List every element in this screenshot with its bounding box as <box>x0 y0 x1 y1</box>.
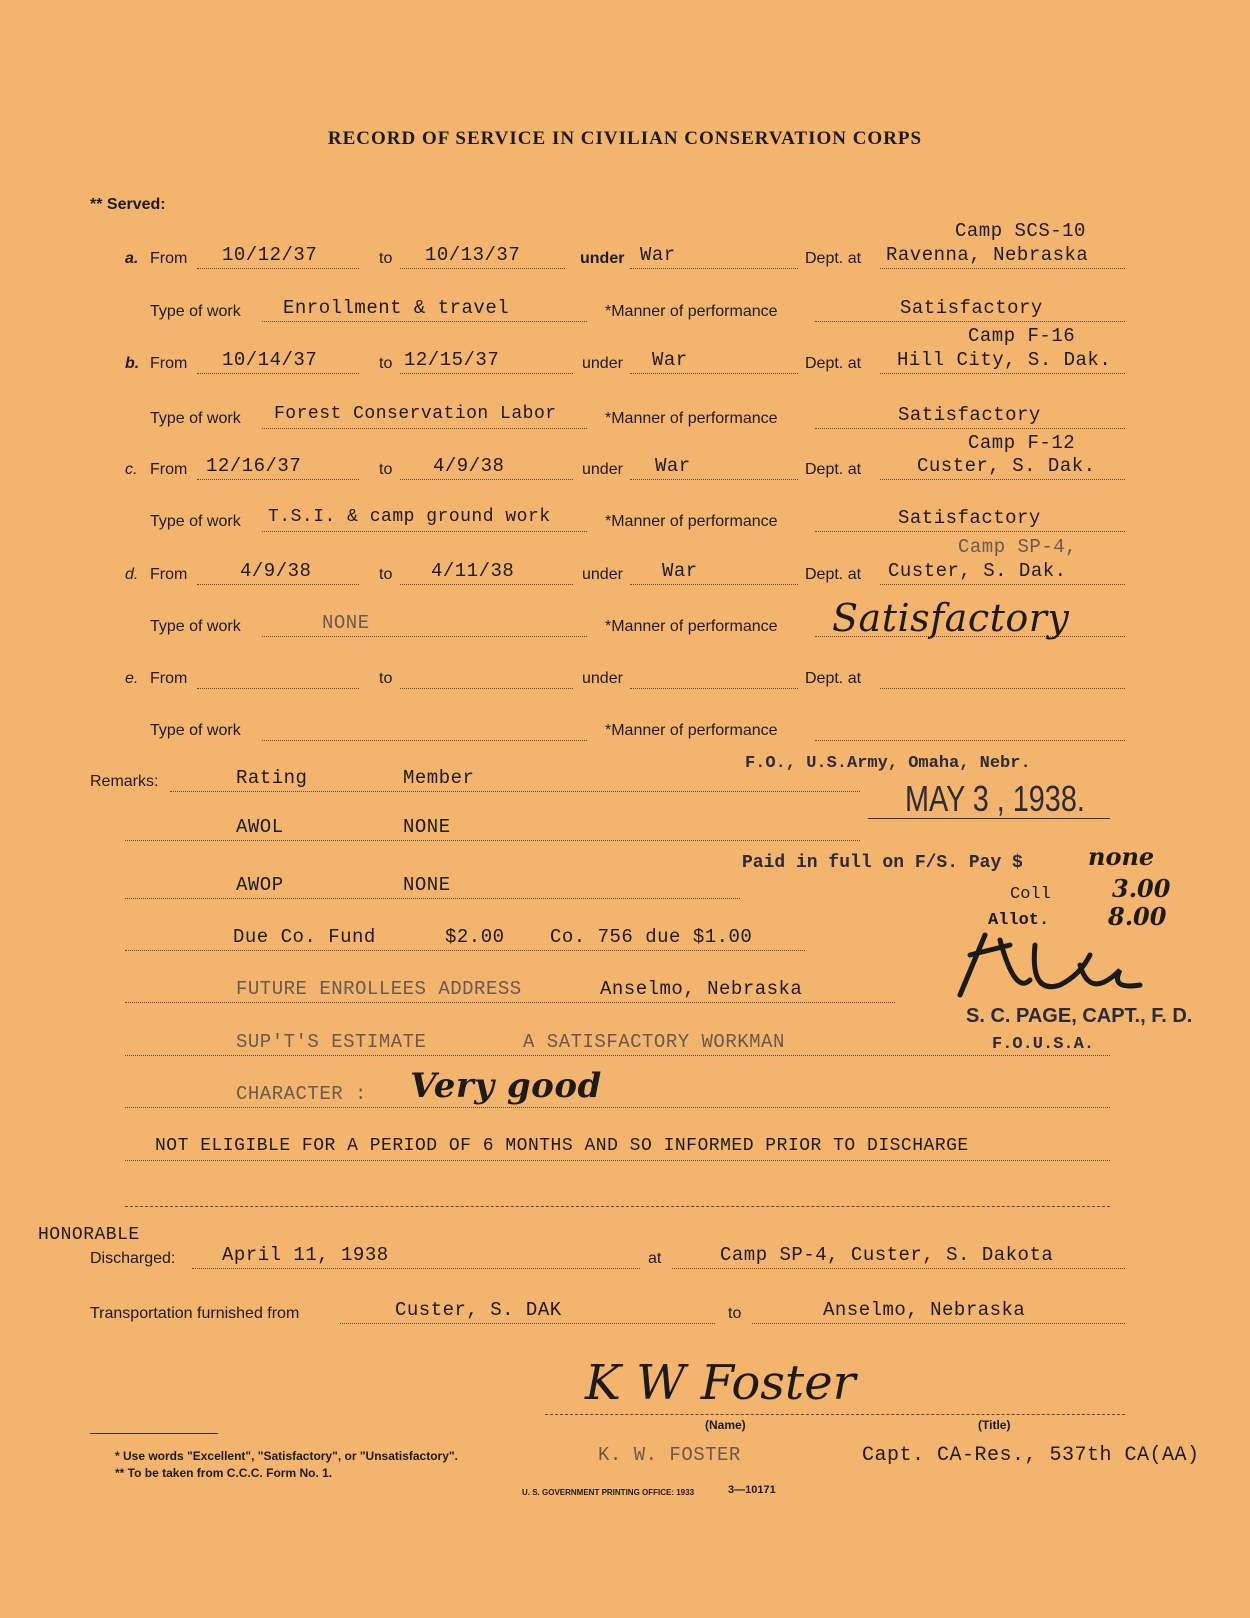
from-value-d: 4/9/38 <box>240 560 312 582</box>
manner-label-d: *Manner of performance <box>605 618 778 635</box>
from-label-e: From <box>150 670 188 687</box>
dept-value-b: Hill City, S. Dak. <box>897 349 1112 371</box>
entry-letter-a: a. <box>125 250 139 267</box>
stamp-allot-value: 8.00 <box>1108 902 1167 931</box>
dept-label-c: Dept. at <box>805 461 862 478</box>
transport-from-value: Custer, S. DAK <box>395 1299 562 1321</box>
co-due: Co. 756 due $1.00 <box>550 926 753 948</box>
work-field-e <box>262 718 587 741</box>
entry-letter-b: b. <box>125 355 140 372</box>
from-value-c: 12/16/37 <box>206 455 302 477</box>
discharge-place: Camp SP-4, Custer, S. Dakota <box>720 1244 1054 1266</box>
manner-label-e: *Manner of performance <box>605 722 778 739</box>
work-value-b: Forest Conservation Labor <box>274 404 557 424</box>
camp-b: Camp F-16 <box>968 325 1076 347</box>
from-label-a: From <box>150 250 188 267</box>
dept-value-a: Ravenna, Nebraska <box>886 244 1089 266</box>
transport-to-label: to <box>728 1305 742 1322</box>
under-value-d: War <box>662 560 698 582</box>
transport-from-label: Transportation furnished from <box>90 1305 300 1322</box>
to-value-d: 4/11/38 <box>431 560 515 582</box>
due-fund-amount: $2.00 <box>445 926 505 948</box>
estimate-value: A SATISFACTORY WORKMAN <box>523 1031 785 1053</box>
work-value-c: T.S.I. & camp ground work <box>268 507 551 527</box>
stamp-date-rule <box>868 818 1110 819</box>
dept-label-d: Dept. at <box>805 566 862 583</box>
signer-name: K. W. FOSTER <box>598 1444 741 1466</box>
dept-label-b: Dept. at <box>805 355 862 372</box>
footnote-2: ** To be taken from C.C.C. Form No. 1. <box>115 1466 333 1480</box>
under-label-b: under <box>582 355 623 372</box>
remarks-line-9 <box>125 1206 1110 1207</box>
stamp-coll-value: 3.00 <box>1112 874 1171 903</box>
manner-label-b: *Manner of performance <box>605 410 778 427</box>
remarks-label: Remarks: <box>90 773 159 790</box>
signature-handwritten: K W Foster <box>585 1355 856 1411</box>
title-caption: (Title) <box>978 1418 1011 1432</box>
awop-label: AWOP <box>236 874 284 896</box>
manner-value-c: Satisfactory <box>898 507 1041 529</box>
form-number: 3—10171 <box>728 1484 776 1496</box>
from-label-d: From <box>150 566 188 583</box>
to-value-a: 10/13/37 <box>425 244 521 266</box>
manner-label-c: *Manner of performance <box>605 513 778 530</box>
work-value-a: Enrollment & travel <box>283 297 510 319</box>
under-label-d: under <box>582 566 623 583</box>
work-label-d: Type of work <box>150 618 241 635</box>
under-field-e <box>630 666 798 689</box>
officer-signature <box>940 925 1150 1005</box>
entry-letter-c: c. <box>125 461 138 478</box>
printing-office: U. S. GOVERNMENT PRINTING OFFICE: 1933 <box>522 1488 695 1497</box>
manner-label-a: *Manner of performance <box>605 303 778 320</box>
character-value: Very good <box>410 1066 602 1106</box>
under-value-c: War <box>655 455 691 477</box>
under-value-b: War <box>652 349 688 371</box>
to-label-e: to <box>379 670 393 687</box>
from-field-e <box>197 666 359 689</box>
manner-value-b: Satisfactory <box>898 404 1041 426</box>
stamp-paid-value: none <box>1088 842 1155 871</box>
camp-c: Camp F-12 <box>968 432 1076 454</box>
manner-field-e <box>815 718 1125 741</box>
signature-line <box>545 1414 1125 1415</box>
under-value-a: War <box>640 244 676 266</box>
entry-letter-d: d. <box>125 566 139 583</box>
footnote-1: * Use words "Excellent", "Satisfactory", or "Unsatisfactory". <box>115 1449 458 1463</box>
dept-label-a: Dept. at <box>805 250 862 267</box>
dept-label-e: Dept. at <box>805 670 862 687</box>
awol-value: NONE <box>403 816 451 838</box>
signer-title: Capt. CA-Res., 537th CA(AA) <box>862 1444 1200 1467</box>
to-value-c: 4/9/38 <box>433 455 505 477</box>
stamp-office: F.O., U.S.Army, Omaha, Nebr. <box>745 754 1031 773</box>
work-label-e: Type of work <box>150 722 241 739</box>
manner-value-d: Satisfactory <box>832 596 1070 640</box>
under-label-a: under <box>580 250 625 267</box>
served-label: ** Served: <box>90 196 166 213</box>
work-field-d <box>262 614 587 637</box>
discharge-at-label: at <box>648 1250 662 1267</box>
dept-value-c: Custer, S. Dak. <box>917 455 1096 477</box>
from-value-a: 10/12/37 <box>222 244 318 266</box>
work-label-b: Type of work <box>150 410 241 427</box>
discharge-prefix: HONORABLE <box>38 1225 140 1245</box>
dept-field-e <box>880 666 1125 689</box>
entry-letter-e: e. <box>125 670 139 687</box>
stamp-signer-unit: F.O.U.S.A. <box>992 1035 1095 1054</box>
under-label-e: under <box>582 670 623 687</box>
under-field-d <box>630 562 798 585</box>
document-title: RECORD OF SERVICE IN CIVILIAN CONSERVATION CORPS <box>327 128 923 149</box>
name-caption: (Name) <box>705 1418 746 1432</box>
stamp-signer: S. C. PAGE, CAPT., F. D. <box>966 1005 1193 1027</box>
stamp-date: MAY 3 , 1938. <box>905 778 1085 819</box>
dept-value-d: Custer, S. Dak. <box>888 560 1067 582</box>
due-fund-label: Due Co. Fund <box>233 926 376 948</box>
manner-value-a: Satisfactory <box>900 297 1043 319</box>
estimate-label: SUP'T'S ESTIMATE <box>236 1031 427 1053</box>
to-label-c: to <box>379 461 393 478</box>
address-label: FUTURE ENROLLEES ADDRESS <box>236 978 522 1000</box>
work-label-a: Type of work <box>150 303 241 320</box>
camp-a: Camp SCS-10 <box>955 220 1086 242</box>
character-label: CHARACTER : <box>236 1083 367 1105</box>
camp-d: Camp SP-4, <box>958 536 1078 558</box>
to-value-b: 12/15/37 <box>404 349 500 371</box>
transport-to-value: Anselmo, Nebraska <box>823 1299 1026 1321</box>
from-label-c: From <box>150 461 188 478</box>
address-value: Anselmo, Nebraska <box>600 978 803 1000</box>
from-value-b: 10/14/37 <box>222 349 318 371</box>
eligibility-note: NOT ELIGIBLE FOR A PERIOD OF 6 MONTHS AND SO INFORMED PRIOR TO DISCHARGE <box>155 1136 969 1156</box>
from-label-b: From <box>150 355 188 372</box>
awol-label: AWOL <box>236 816 284 838</box>
to-label-d: to <box>379 566 393 583</box>
to-label-b: to <box>379 355 393 372</box>
under-label-c: under <box>582 461 623 478</box>
footnote-rule <box>90 1433 218 1434</box>
stamp-allot-label: Allot. <box>988 911 1050 930</box>
awop-value: NONE <box>403 874 451 896</box>
stamp-paid: Paid in full on F/S. Pay $ <box>742 853 1023 873</box>
rating-label: Rating <box>236 767 308 789</box>
discharge-date: April 11, 1938 <box>222 1244 389 1266</box>
work-value-d: NONE <box>322 612 370 634</box>
rating-value: Member <box>403 767 475 789</box>
to-label-a: to <box>379 250 393 267</box>
discharged-label: Discharged: <box>90 1250 176 1267</box>
to-field-e <box>400 666 573 689</box>
stamp-coll-label: Coll <box>1010 885 1051 904</box>
work-label-c: Type of work <box>150 513 241 530</box>
